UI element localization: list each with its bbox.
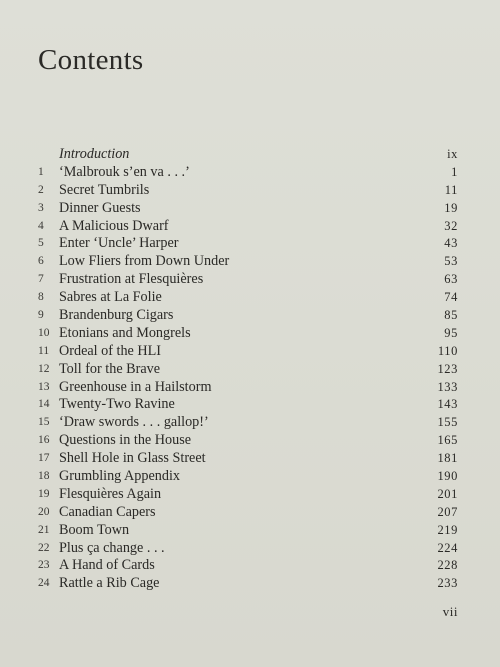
chapter-page: 74 — [444, 290, 458, 305]
chapter-title: A Malicious Dwarf — [59, 217, 169, 234]
chapter-title: Secret Tumbrils — [59, 181, 150, 198]
chapter-page: 228 — [437, 558, 458, 573]
chapter-title: Dinner Guests — [59, 199, 141, 216]
chapter-title: A Hand of Cards — [59, 557, 155, 574]
toc-row — [38, 235, 458, 253]
chapter-number: 12 — [38, 362, 50, 375]
chapter-number: 9 — [38, 309, 44, 322]
chapter-title: Plus ça change . . . — [59, 539, 165, 556]
chapter-title: Frustration at Flesquières — [59, 271, 204, 288]
chapter-number: 2 — [38, 183, 44, 196]
toc-row — [38, 414, 458, 432]
chapter-number: 6 — [38, 255, 44, 268]
chapter-page: 219 — [437, 522, 458, 537]
chapter-number: 17 — [38, 452, 50, 465]
chapter-title: Toll for the Brave — [59, 360, 161, 377]
toc-row — [38, 325, 458, 343]
toc-row — [38, 164, 458, 182]
chapter-page: 233 — [437, 576, 458, 591]
toc-row — [38, 218, 458, 236]
chapter-number: 14 — [38, 398, 50, 411]
chapter-number: 4 — [38, 219, 44, 232]
chapter-title: Brandenburg Cigars — [59, 307, 174, 324]
toc-row — [38, 200, 458, 218]
chapter-title: Sabres at La Folie — [59, 289, 162, 306]
toc-row — [38, 432, 458, 450]
chapter-title: Shell Hole in Glass Street — [59, 450, 206, 467]
chapter-number: 10 — [38, 326, 50, 339]
chapter-page: 165 — [437, 433, 458, 448]
toc-row — [38, 522, 458, 540]
chapter-title: Greenhouse in a Hailstorm — [59, 378, 212, 395]
chapter-title: Canadian Capers — [59, 503, 156, 520]
toc-row — [38, 182, 458, 200]
toc-row — [38, 504, 458, 522]
chapter-title: Rattle a Rib Cage — [59, 575, 160, 592]
chapter-page: 155 — [437, 415, 458, 430]
chapter-title: Questions in the House — [59, 432, 192, 449]
toc-row — [38, 307, 458, 325]
table-of-contents — [38, 146, 458, 593]
chapter-number: 20 — [38, 505, 50, 518]
chapter-title: Etonians and Mongrels — [59, 324, 191, 341]
chapter-number: 23 — [38, 559, 50, 572]
chapter-page: 95 — [444, 325, 458, 340]
chapter-page: 201 — [437, 486, 458, 501]
chapter-number: 3 — [38, 201, 44, 214]
chapter-page: 63 — [444, 272, 458, 287]
chapter-title: Boom Town — [59, 521, 130, 538]
chapter-number: 24 — [38, 577, 50, 590]
toc-row — [38, 396, 458, 414]
chapter-page: 207 — [437, 504, 458, 519]
chapter-title: Grumbling Appendix — [59, 468, 180, 485]
chapter-number: 22 — [38, 541, 50, 554]
chapter-page: 181 — [437, 451, 458, 466]
toc-row-introduction — [38, 146, 458, 164]
toc-row — [38, 271, 458, 289]
chapter-number: 19 — [38, 487, 50, 500]
chapter-title: Flesquières Again — [59, 485, 162, 502]
chapter-number: 11 — [38, 344, 50, 357]
toc-row — [38, 575, 458, 593]
chapter-title: Ordeal of the HLI — [59, 342, 162, 359]
chapter-number: 13 — [38, 380, 50, 393]
chapter-number: 18 — [38, 470, 50, 483]
chapter-number: 5 — [38, 237, 44, 250]
toc-row — [38, 450, 458, 468]
toc-intro-label: Introduction — [59, 146, 130, 162]
chapter-number: 1 — [38, 165, 44, 178]
toc-intro-page: ix — [447, 147, 458, 161]
toc-row — [38, 379, 458, 397]
chapter-page: 110 — [437, 343, 458, 358]
chapter-title: ‘Malbrouk s’en va . . .’ — [59, 163, 190, 180]
chapter-number: 7 — [38, 273, 44, 286]
chapter-number: 8 — [38, 291, 44, 304]
toc-row — [38, 486, 458, 504]
chapter-page: 123 — [437, 361, 458, 376]
chapter-title: Enter ‘Uncle’ Harper — [59, 235, 179, 252]
chapter-number: 16 — [38, 434, 50, 447]
chapter-title: ‘Draw swords . . . gallop!’ — [59, 414, 209, 431]
chapter-page: 85 — [444, 308, 458, 323]
chapter-page: 143 — [437, 397, 458, 412]
toc-row — [38, 361, 458, 379]
page-folio: vii — [442, 604, 458, 619]
toc-row — [38, 343, 458, 361]
chapter-page: 43 — [444, 236, 458, 251]
toc-row — [38, 468, 458, 486]
chapter-page: 19 — [444, 200, 458, 215]
chapter-page: 133 — [437, 379, 458, 394]
chapter-number: 21 — [38, 523, 50, 536]
chapter-page: 32 — [444, 218, 458, 233]
chapter-page: 11 — [444, 182, 458, 197]
toc-row — [38, 253, 458, 271]
toc-row — [38, 289, 458, 307]
chapter-title: Low Fliers from Down Under — [59, 253, 230, 270]
chapter-page: 1 — [451, 164, 458, 179]
chapter-page: 224 — [437, 540, 458, 555]
chapter-page: 53 — [444, 254, 458, 269]
chapter-number: 15 — [38, 416, 50, 429]
chapter-title: Twenty-Two Ravine — [59, 396, 175, 413]
toc-row — [38, 557, 458, 575]
chapter-page: 190 — [437, 469, 458, 484]
page-title: Contents — [38, 44, 144, 76]
toc-row — [38, 540, 458, 558]
